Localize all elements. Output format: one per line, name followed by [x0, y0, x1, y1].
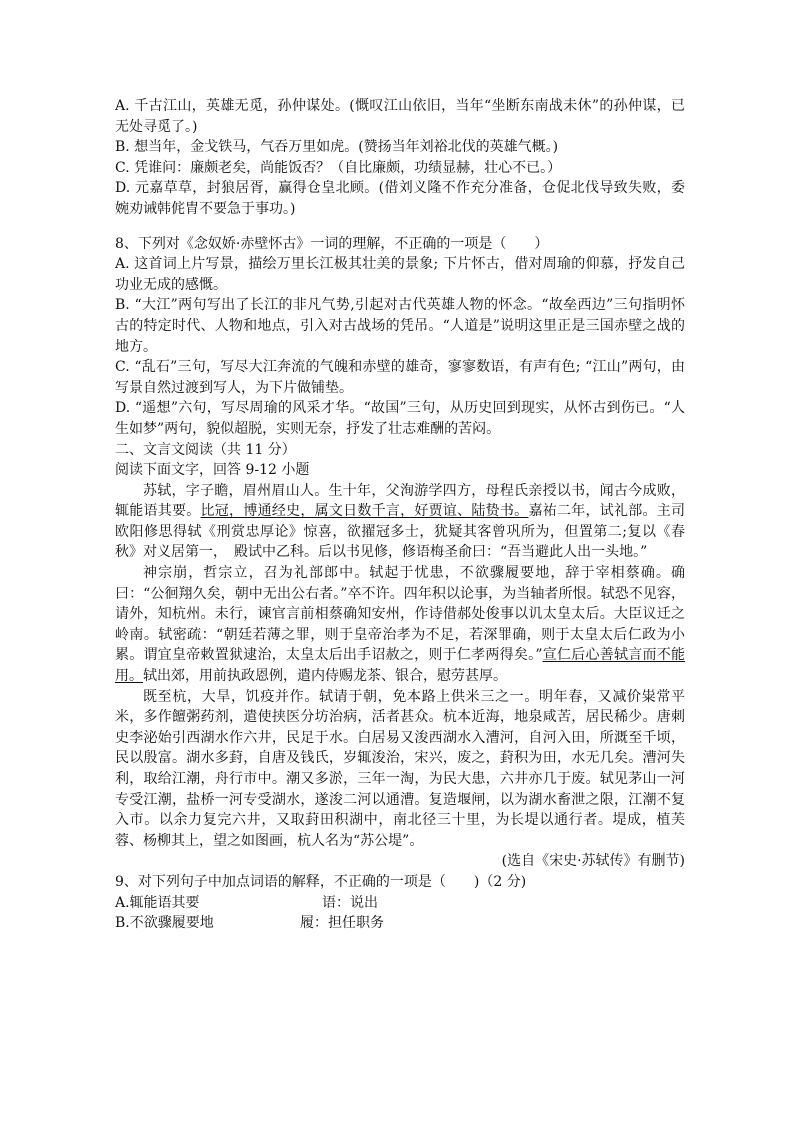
passage-text: 苏轼，字子瞻，眉州眉山人。生十年，父洵游学四方，母程氏亲授以书，闻古今成败，辄能语其要。 — [115, 482, 685, 520]
q7-option-d: D. 元嘉草草，封狼居胥，赢得仓皇北顾。(借刘义隆不作充分准备，仓促北伐导致失败，委婉劝诫韩侂胄不要急于事功。) — [115, 180, 685, 217]
passage-paragraph-2 — [115, 563, 685, 687]
underlined-sentence-2: 宣仁后心善轼言而不能用。 — [115, 647, 686, 685]
q9-option-a-text: A.辄能语其要 — [115, 894, 200, 911]
q9-option-b-text: B.不欲骤履要地 — [115, 915, 214, 932]
q9-option-b — [115, 913, 685, 934]
passage-source: (选自《宋史·苏轼传》有删节) — [501, 853, 685, 870]
underlined-sentence-1: 比冠，博通经史，属文日数千言，好贾谊、陆贽书。 — [200, 503, 529, 520]
q8-option-c: C. “乱石”三句，写尽大江奔流的气魄和赤壁的雄奇，寥寥数语，有声有色; “江山”两句，由写景自然过渡到写人，为下片做铺垫。 — [115, 359, 685, 396]
passage-paragraph-3: 既至杭，大旱，饥疫并作。轼请于朝，免本路上供米三之一。明年春，又减价粜常平米，多作饘粥药剂，遣使挟医分坊治病，活者甚众。杭本近海，地泉咸苦，居民稀少。唐刺史李泌始引西湖水作六井，民足于水。白居易又浚西湖水入漕河，自河入田，所溉至千顷，民以殷富。湖水多葑，自唐及钱氏，岁辄浚治，宋兴，废之，葑积为田，水无几矣。漕河失利，取给江潮，舟行市中。潮又多淤，三年一淘，为民大患，六井亦几于废。轼见茅山一河专受江潮，盐桥一河专受湖水，遂浚二河以通漕。复造堰闸，以为湖水畜泄之限，江潮不复入市。以余力复完六井，又取葑田积湖中，南北径三十里，为长堤以通行者。堤成，植芙蓉、杨柳其上，望之如图画，杭人名为“苏公堤”。 — [115, 688, 685, 849]
q7-option-a: A. 千古江山，英雄无觅，孙仲谋处。(慨叹江山依旧，当年“坐断东南战未休”的孙仲谋，已无处寻觅了。) — [115, 98, 685, 135]
section-heading: 二、文言文阅读（共 11 分） — [115, 441, 296, 458]
q8-option-a: A. 这首词上片写景，描绘万里长江极其壮美的景象; 下片怀古，借对周瑜的仰慕，抒发自己功业无成的感慨。 — [115, 256, 685, 293]
q7-option-c: C. 凭谁问：廉颇老矣，尚能饭否？（自比廉颇，功绩显赫，壮心不已。） — [115, 159, 562, 176]
q9-option-a-gloss: 语：说出 — [322, 894, 378, 911]
spacer — [115, 220, 685, 234]
q9-option-b-gloss: 履：担任职务 — [300, 915, 384, 932]
q8-option-b: B. “大江”两句写出了长江的非凡气势,引起对古代英雄人物的怀念。“故垒西边”三句指明怀古的特定时代、人物和地点，引入对古战场的凭吊。“人道是”说明这里正是三国赤壁之战的地方。 — [115, 297, 685, 355]
q8-option-d: D. “遥想”六句，写尽周瑜的风采才华。“故国”三句，从历史回到现实，从怀古到伤已。“人生如梦”两句，貌似超脱，实则无奈，抒发了壮志难酬的苦闷。 — [115, 400, 685, 437]
reading-instruction: 阅读下面文字，回答 9-12 小题 — [115, 462, 310, 479]
passage-text: 神宗崩，哲宗立，召为礼部郎中。轼起于忧患，不欲骤履要地，辞于宰相蔡确。确曰：“公徊翔久矣，朝中无出公右者。”卒不许。四年积以论事，为当轴者所恨。轼恐不见容，请外，知杭州。未行，谏官言前相蔡确知安州，作诗借郝处俊事以讥太皇太后。大臣议迁之岭南。轼密疏：“朝廷若薄之罪，则于皇帝治孝为不足，若深罪确，则于太皇太后仁政为小累。谓宜皇帝敕置狱逮治，太皇太后出手诏赦之，则于仁孝两得矣。” — [115, 565, 685, 664]
q7-option-b: B. 想当年，金戈铁马，气吞万里如虎。(赞扬当年刘裕北伐的英雄气概。) — [115, 139, 559, 156]
passage-text: 嘉祐二年，试礼部。主司欧阳修思得轼《刑赏忠厚论》惊喜，欲擢冠多士，犹疑其客曾巩所为，但置第二;复以《春秋》对义居第一， 殿试中乙科。后以书见修，修语梅圣俞曰：“吾当避此人出一头地。” — [115, 503, 686, 561]
passage-text: 轼出郊，用前执政恩例，遣内侍赐龙茶、银合，慰劳甚厚。 — [143, 668, 507, 685]
q9-option-a — [115, 893, 685, 914]
passage-paragraph-1 — [115, 481, 685, 563]
document-page — [115, 96, 685, 934]
q9-stem: 9、对下列句子中加点词语的解释，不正确的一项是（ )（2 分) — [115, 873, 527, 890]
q8-stem: 8、下列对《念奴娇·赤壁怀古》一词的理解，不正确的一项是（ ） — [115, 235, 549, 252]
